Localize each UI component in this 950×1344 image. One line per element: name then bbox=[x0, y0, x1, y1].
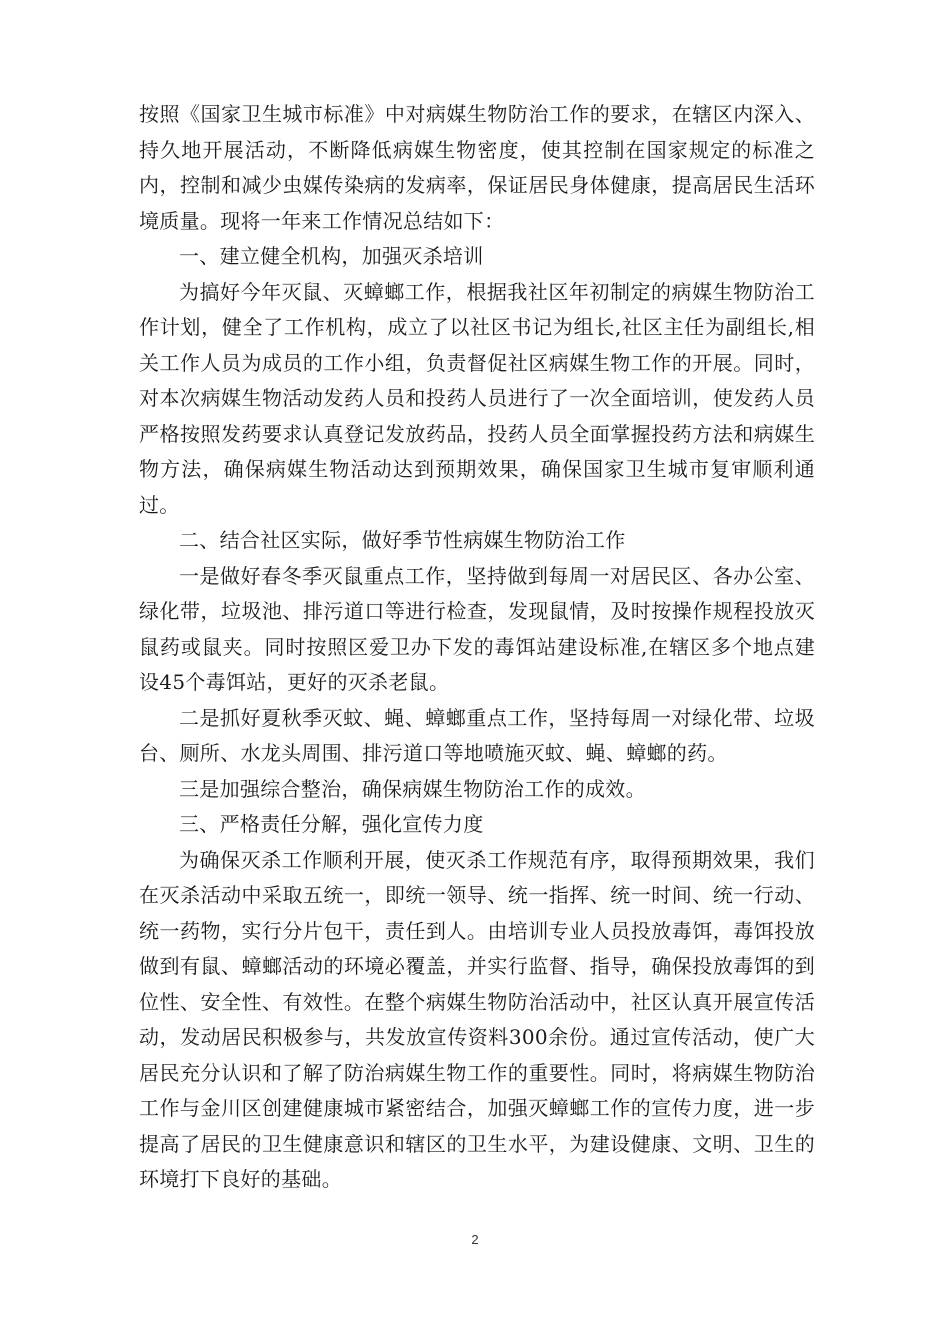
document-body bbox=[139, 97, 815, 1198]
section-1-paragraph: 为搞好今年灭鼠、灭蟑螂工作，根据我社区年初制定的病媒生物防治工作计划，健全了工作机构，成立了以社区书记为组长,社区主任为副组长,相关工作人员为成员的工作小组，负责督促社区病媒生物工作的开展。同时，对本次病媒生物活动发药人员和投药人员进行了一次全面培训，使发药人员严格按照发药要求认真登记发放药品，投药人员全面掌握投药方法和病媒生物方法，确保病媒生物活动达到预期效果，确保国家卫生城市复审顺利通过。 bbox=[139, 279, 815, 517]
section-2-paragraph-2: 二是抓好夏秋季灭蚊、蝇、蟑螂重点工作，坚持每周一对绿化带、垃圾台、厕所、水龙头周围、排污道口等地喷施灭蚊、蝇、蟑螂的药。 bbox=[139, 705, 815, 765]
section-2-paragraph-1: 一是做好春冬季灭鼠重点工作，坚持做到每周一对居民区、各办公室、绿化带，垃圾池、排污道口等进行检查，发现鼠情，及时按操作规程投放灭鼠药或鼠夹。同时按照区爱卫办下发的毒饵站建设标准,在辖区多个地点建设45个毒饵站，更好的灭杀老鼠。 bbox=[139, 563, 815, 694]
page-number: 2 bbox=[471, 1232, 479, 1247]
section-heading-2: 二、结合社区实际，做好季节性病媒生物防治工作 bbox=[179, 528, 626, 552]
section-2-paragraph-3: 三是加强综合整治，确保病媒生物防治工作的成效。 bbox=[179, 776, 646, 801]
intro-paragraph: 按照《国家卫生城市标准》中对病媒生物防治工作的要求，在辖区内深入、持久地开展活动，不断降低病媒生物密度，使其控制在国家规定的标准之内，控制和减少虫媒传染病的发病率，保证居民身体健康，提高居民生活环境质量。现将一年来工作情况总结如下： bbox=[139, 102, 815, 233]
section-heading-1: 一、建立健全机构，加强灭杀培训 bbox=[179, 244, 484, 268]
section-3-paragraph: 为确保灭杀工作顺利开展，使灭杀工作规范有序，取得预期效果，我们在灭杀活动中采取五统一，即统一领导、统一指挥、统一时间、统一行动、统一药物，实行分片包干，责任到人。由培训专业人员投放毒饵，毒饵投放做到有鼠、蟑螂活动的环境必覆盖，并实行监督、指导，确保投放毒饵的到位性、安全性、有效性。在整个病媒生物防治活动中，社区认真开展宣传活动，发动居民积极参与，共发放宣传资料300余份。通过宣传活动，使广大居民充分认识和了解了防治病媒生物工作的重要性。同时，将病媒生物防治工作与金川区创建健康城市紧密结合，加强灭蟑螂工作的宣传力度，进一步提高了居民的卫生健康意识和辖区的卫生水平，为建设健康、文明、卫生的环境打下良好的基础。 bbox=[139, 847, 815, 1191]
section-heading-3: 三、严格责任分解，强化宣传力度 bbox=[179, 812, 484, 836]
